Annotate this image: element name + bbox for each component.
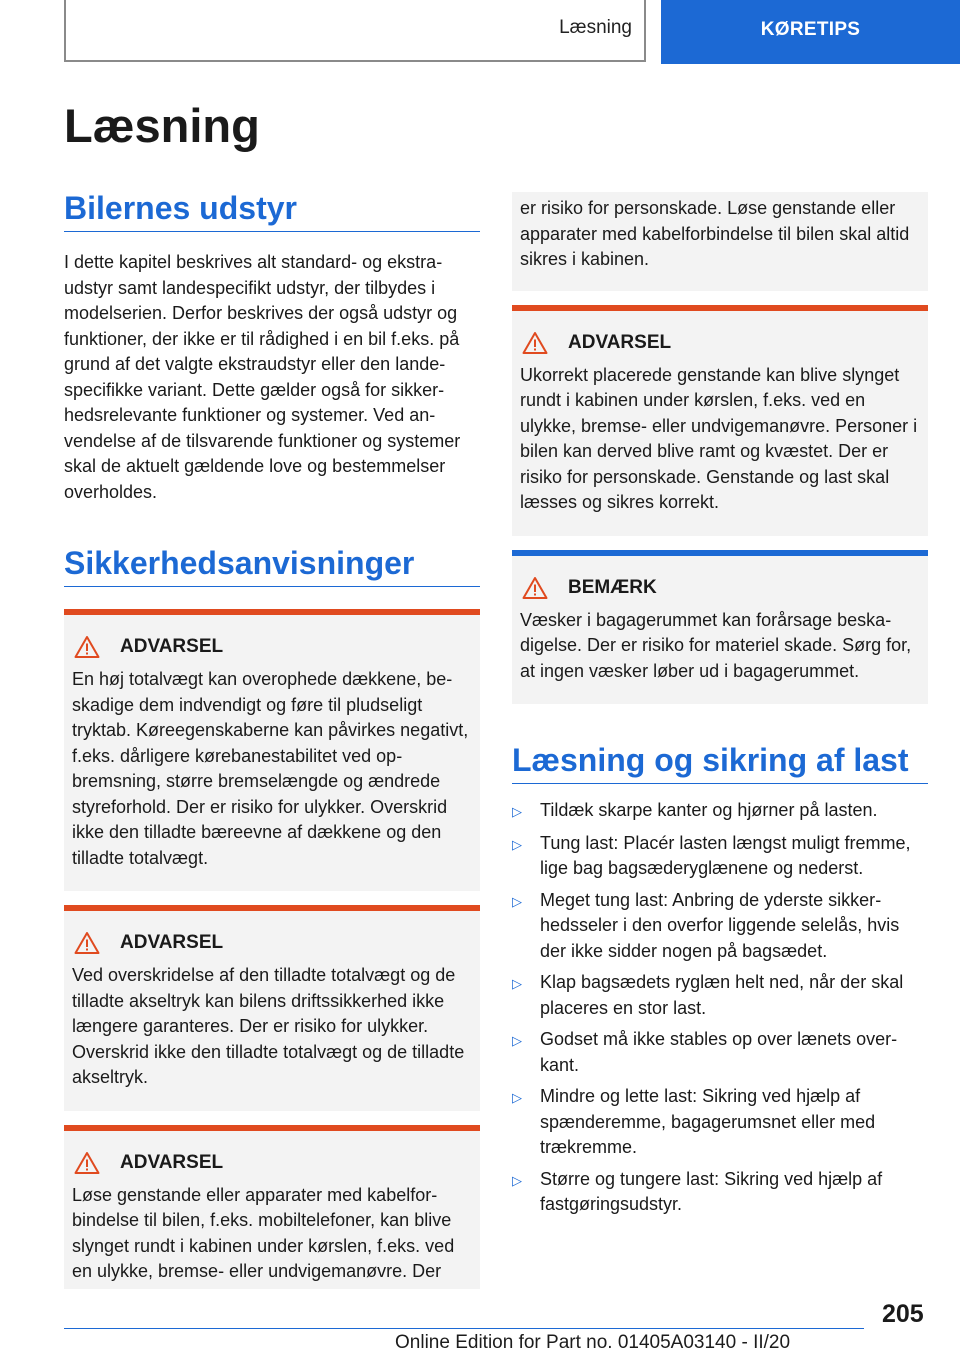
- loading-instructions-list: [512, 798, 928, 1218]
- header-section-tab[interactable]: [661, 0, 960, 64]
- equipment-paragraph: I dette kapitel beskrives alt standard- og ekstraudstyr samt landespecifikt udstyr, der tilbydes i modelserien. Derfor beskrives der også udstyr og funktioner, der ikke er til rådighed i en bil f.eks. på grund af det valgte ekstraudstyr eller den landespecifikke variant. Dette gælder også for sikkerhedsrelevante funktioner og systemer. Ved anvendelse af de tilsvarende funktioner og systemer skal de aktuelt gældende love og bestemmelser overholdes.: [64, 252, 461, 502]
- notice-title-label: ADVARSEL: [120, 636, 224, 657]
- page-title: Læsning: [64, 99, 260, 152]
- warning-notice: [512, 305, 928, 536]
- warning-icon: [522, 331, 548, 355]
- list-item-text: Tildæk skarpe kanter og hjørner på lasten.: [540, 800, 878, 820]
- footer-edition-text: Online Edition for Part no. 01405A03140 - II/20: [395, 1332, 791, 1353]
- notice-title-label: ADVARSEL: [568, 331, 672, 353]
- list-item: [512, 888, 928, 965]
- notice-title: [72, 1151, 472, 1175]
- list-item-text: Mindre og lette last: Sikring ved hjælp af spænderemme, bagagerumsnet eller med trækremme.: [540, 1086, 876, 1157]
- list-item-text: Større og tungere last: Sikring ved hjælp af fastgøringsudstyr.: [540, 1168, 883, 1214]
- warning-notice: [64, 1125, 480, 1289]
- list-item-text: Meget tung last: Anbring de yderste sikkerhedsseler i den overfor liggende selelås, hvis der ikke sidder nogen på bagsædet.: [540, 889, 900, 961]
- footer-divider: [64, 1328, 864, 1329]
- warning-icon: [74, 931, 100, 955]
- left-column: [64, 190, 480, 1289]
- caution-icon: [522, 576, 548, 600]
- notice-title-label: BEMÆRK: [568, 576, 657, 598]
- warning-icon: [74, 1151, 100, 1175]
- list-item: [512, 970, 928, 1021]
- bullet-triangle-icon: ▷: [512, 893, 522, 909]
- notice-title: [520, 331, 920, 355]
- bullet-triangle-icon: ▷: [512, 1090, 522, 1105]
- notice-title: [72, 931, 472, 955]
- warning-icon: [74, 635, 100, 659]
- list-item: [512, 1084, 928, 1161]
- warning-notice: [64, 609, 480, 891]
- notice-title: [520, 576, 920, 600]
- notice-title: [72, 635, 472, 659]
- list-item: [512, 1167, 928, 1218]
- bullet-triangle-icon: ▷: [512, 804, 522, 819]
- bullet-triangle-icon: ▷: [512, 976, 522, 991]
- list-item: [512, 1027, 928, 1078]
- warning-notice-continued: [512, 192, 928, 291]
- bullet-triangle-icon: ▷: [512, 1033, 522, 1048]
- notice-text: En høj totalvægt kan overophede dækkene, beskadige dem indvendigt og føre til pludseligt tryktab. Køreegenskaberne kan påvirkes negativt, f.eks. dårligere kørebanestabilitet ved opbremsning, større bremselængde og ændrede styreforhold. Der er risiko for ulykker. Overskrid ikke den tilladte bæreevne af dækkene og den tilladte totalvægt.: [72, 669, 469, 868]
- header-section-label: KØRETIPS: [760, 19, 861, 40]
- bullet-triangle-icon: ▷: [512, 836, 522, 852]
- list-item: [512, 831, 928, 882]
- page-number: 205: [882, 1300, 924, 1328]
- notice-title-label: ADVARSEL: [120, 932, 224, 953]
- header-chapter-label: Læsning: [559, 17, 632, 38]
- notice-text: er risiko for personskade. Løse genstande eller apparater med kabelforbindelse til bilen skal altid sikres i kabinen.: [520, 198, 910, 269]
- list-item: [512, 798, 928, 825]
- notice-text: Løse genstande eller apparater med kabelforbindelse til bilen, f.eks. mobiltelefoner, kan blive slynget rundt i kabinen under kørslen, f.eks. ved en ulykke, bremse- eller undvigemanøvre. Der: [72, 1184, 455, 1281]
- notice-text: Ukorrekt placerede genstande kan blive slynget rundt i kabinen under kørslen, f.eks. ved en ulykke, bremse- eller undvigemanøvre. Personer i bilen kan derved blive ramt og kvæstet. Der er risiko for personskade. Genstande og last skal læsses og sikres korrekt.: [520, 364, 918, 512]
- list-item-text: Godset må ikke stables op over lænets overkant.: [540, 1029, 898, 1075]
- warning-notice: [64, 905, 480, 1111]
- header-chapter-box: [64, 0, 646, 62]
- caution-notice: [512, 550, 928, 705]
- bullet-triangle-icon: ▷: [512, 1172, 522, 1188]
- notice-text: Væsker i bagagerummet kan forårsage beskadigelse. Der er risiko for materiel skade. Sørg for, at ingen væsker løber ud i bagagerummet.: [520, 609, 912, 681]
- notice-title-label: ADVARSEL: [120, 1151, 224, 1173]
- list-item-text: Klap bagsædets ryglæn helt ned, når der skal placeres en stor last.: [540, 972, 904, 1018]
- section-heading-safety: Sikkerhedsanvisninger: [64, 545, 480, 587]
- right-column: [512, 192, 928, 1224]
- list-item-text: Tung last: Placér lasten længst muligt fremme, lige bag bagsæderyglænene og nederst.: [540, 832, 911, 878]
- section-heading-equipment: Bilernes udstyr: [64, 190, 480, 232]
- section-heading-loading: Læsning og sikring af last: [512, 742, 928, 784]
- notice-text: Ved overskridelse af den tilladte totalvægt og de tilladte akseltryk kan bilens driftssikkerhed ikke længere garanteres. Der er risiko for ulykker. Overskrid ikke den tilladte totalvægt og de tilladte akseltryk.: [72, 965, 465, 1087]
